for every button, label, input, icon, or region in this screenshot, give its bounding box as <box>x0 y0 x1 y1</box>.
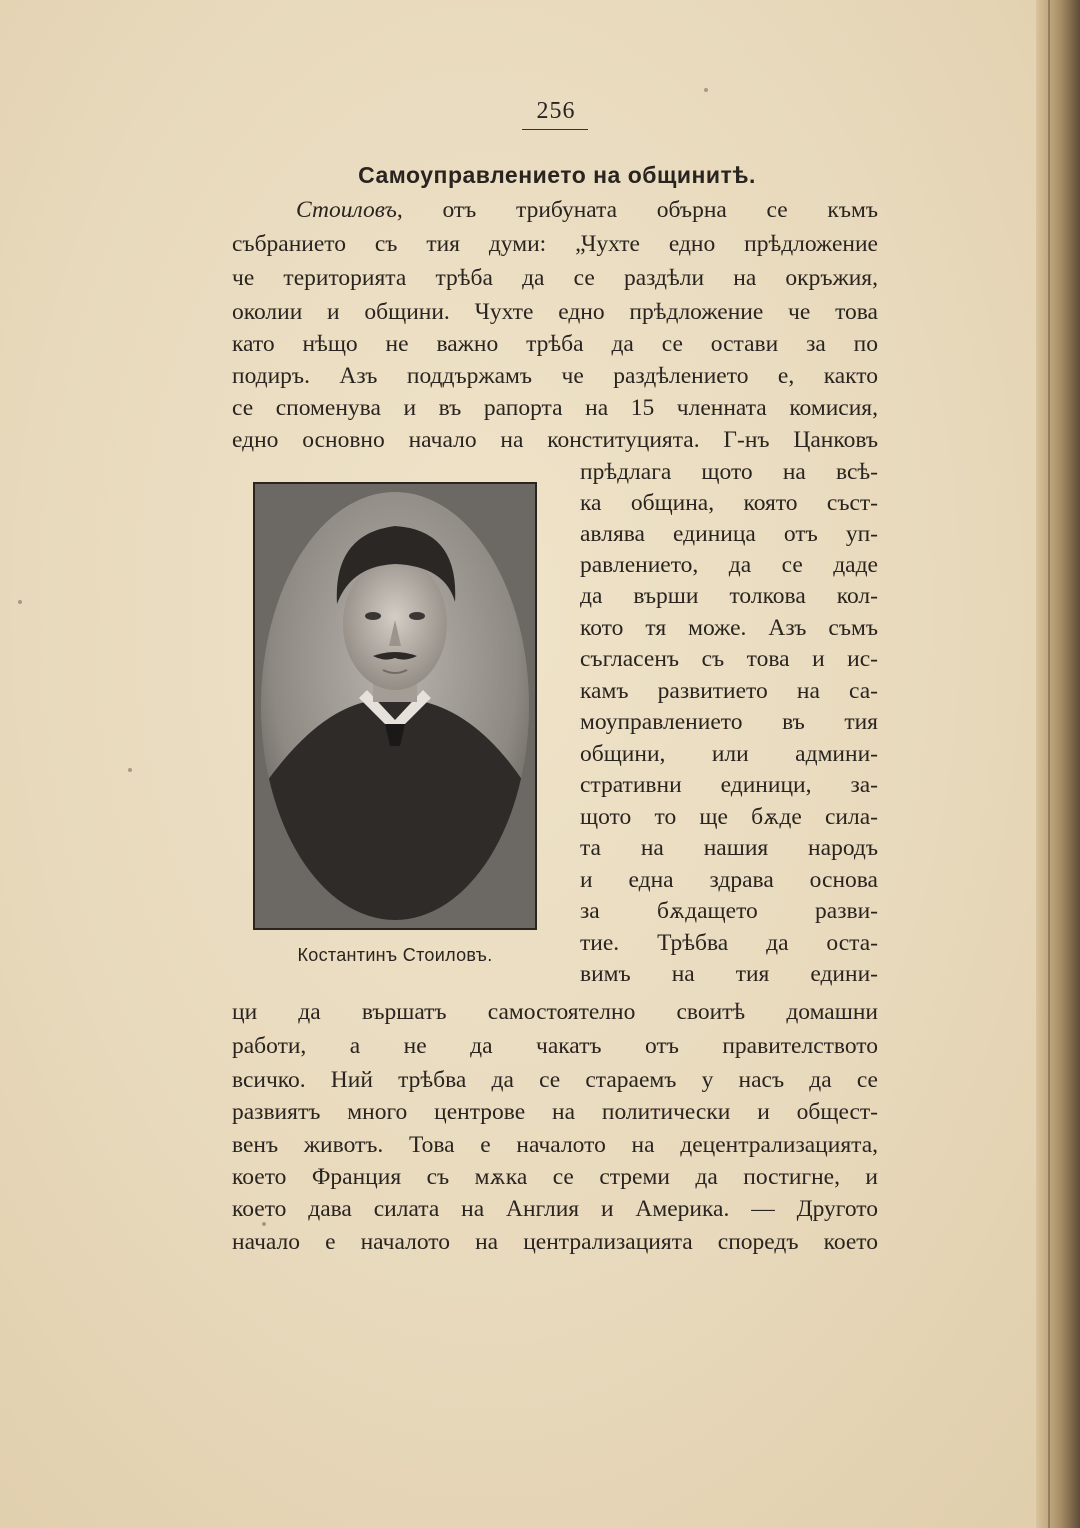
text-line: едно основно начало на конституцията. Г-нъ Цанковъ <box>232 427 878 453</box>
text-line: всичко. Ний трѣбва да се стараемъ у насъ да се <box>232 1067 878 1093</box>
text-line: като нѣщо не важно трѣба да се остави за по <box>232 331 878 357</box>
text-line: се споменува и въ рапорта на 15 членната комисия, <box>232 395 878 421</box>
text-line: съгласенъ съ това и ис- <box>580 646 878 672</box>
book-gutter <box>1036 0 1080 1528</box>
page-number-rule <box>522 129 588 130</box>
text-line: че територията трѣба да се раздѣли на окръжия, <box>232 265 878 291</box>
text-line: събранието съ тия думи: „Чухте едно прѣдложение <box>232 231 878 257</box>
text-line: за бѫдащето разви- <box>580 898 878 924</box>
paper-speck <box>704 88 708 92</box>
text-line: авлява единица отъ уп- <box>580 521 878 547</box>
text-line: което дава силата на Англия и Америка. — Другото <box>232 1196 878 1222</box>
text-line: и една здрава основа <box>580 867 878 893</box>
text-line: прѣдлага щото на всѣ- <box>580 459 878 485</box>
photo-caption: Костантинъ Стоиловъ. <box>297 945 493 965</box>
page-number: 256 <box>536 98 576 124</box>
text-line: щото то ще бѫде сила- <box>580 804 878 830</box>
text-line: което Франция съ мѫка се стреми да постигне, и <box>232 1164 878 1190</box>
text-line: камъ развитието на са- <box>580 678 878 704</box>
text-line <box>296 196 878 226</box>
text-line: моуправлението въ тия <box>580 709 878 735</box>
text-line: стративни единици, за- <box>580 772 878 798</box>
text-line: подиръ. Азъ поддържамъ че раздѣлението е, както <box>232 363 878 389</box>
text-line: вимъ на тия едини- <box>580 961 878 987</box>
text-line: общини, или админи- <box>580 741 878 767</box>
text-line: тие. Трѣбва да оста- <box>580 930 878 956</box>
gutter-edge <box>1048 0 1050 1528</box>
section-title: Самоуправлението на общинитѣ. <box>358 162 756 188</box>
text-line: кото тя може. Азъ съмъ <box>580 615 878 641</box>
portrait-photo <box>253 482 537 930</box>
text-line: ка община, която съст- <box>580 490 878 516</box>
text-line-rest: , отъ трибуната обърна се къмъ <box>396 197 878 223</box>
text-line: ци да вършатъ самостоятелно своитѣ домашни <box>232 999 878 1025</box>
text-line: да върши толкова кол- <box>580 583 878 609</box>
paper-speck <box>128 768 132 772</box>
text-line: та на нашия народъ <box>580 835 878 861</box>
text-line: развиятъ много центрове на политически и общест- <box>232 1099 878 1125</box>
text-line: околии и общини. Чухте едно прѣдложение че това <box>232 299 878 325</box>
text-line: начало е началото на централизацията споредъ което <box>232 1229 878 1255</box>
text-line: работи, а не да чакатъ отъ правителството <box>232 1033 878 1059</box>
speaker-name: Стоиловъ <box>296 197 397 223</box>
paper-speck <box>18 600 22 604</box>
text-line: венъ животъ. Това е началото на децентрализацията, <box>232 1132 878 1158</box>
text-line: равлението, да се даде <box>580 552 878 578</box>
portrait-image <box>255 484 535 928</box>
